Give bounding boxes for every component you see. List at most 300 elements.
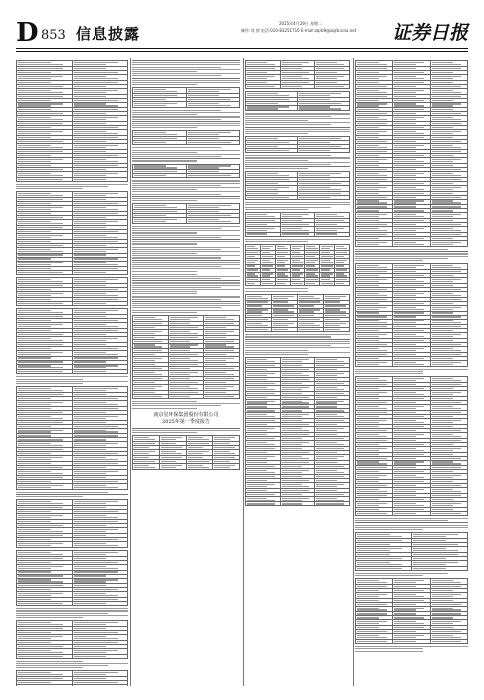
text-line <box>394 641 416 642</box>
newspaper-logo: 证券日报 <box>391 22 468 44</box>
table-row <box>356 361 468 367</box>
text-line <box>357 477 379 478</box>
text-line <box>394 580 424 581</box>
paragraph <box>245 239 350 242</box>
text-line <box>282 486 310 487</box>
text-line <box>18 632 51 633</box>
text-line <box>18 324 63 325</box>
text-line <box>18 517 51 518</box>
text-line <box>432 467 462 468</box>
text-line <box>134 142 166 143</box>
text-line <box>74 151 107 152</box>
text-line <box>394 635 424 636</box>
text-line <box>132 251 240 252</box>
text-line <box>245 334 350 335</box>
text-line <box>432 322 462 323</box>
text-line <box>432 193 454 194</box>
text-line <box>282 82 310 83</box>
table-cell <box>335 282 350 286</box>
text-line <box>357 544 390 545</box>
text-line <box>432 189 454 190</box>
text-line <box>205 333 226 334</box>
text-line <box>74 123 107 124</box>
text-line <box>357 293 379 294</box>
text-line <box>74 552 119 553</box>
text-line <box>292 262 303 263</box>
text-line <box>18 155 51 156</box>
text-line <box>18 334 63 335</box>
text-line <box>134 207 177 208</box>
text-line <box>214 461 229 462</box>
text-line <box>292 275 300 276</box>
text-line <box>74 207 107 208</box>
text-line <box>247 86 275 87</box>
table-cell <box>246 105 298 111</box>
text-line <box>247 315 262 316</box>
text-line <box>357 234 387 235</box>
text-line <box>188 99 231 100</box>
text-line <box>247 82 267 83</box>
text-line <box>132 185 221 186</box>
text-line <box>282 452 310 453</box>
text-line <box>357 582 387 583</box>
data-table <box>245 357 350 506</box>
text-line <box>282 359 310 360</box>
text-line <box>134 205 166 206</box>
text-line <box>316 500 344 501</box>
text-line <box>432 155 454 156</box>
text-line <box>18 638 51 639</box>
text-line <box>132 285 240 286</box>
text-line <box>273 305 294 306</box>
text-line <box>16 379 83 380</box>
text-line <box>262 246 273 247</box>
text-line <box>292 248 300 249</box>
text-line <box>316 230 336 231</box>
text-line <box>394 242 416 243</box>
table-cell <box>133 174 187 178</box>
table-cell <box>412 566 468 570</box>
text-line <box>357 627 379 628</box>
table-row <box>17 177 128 181</box>
text-line <box>74 642 119 643</box>
text-line <box>74 678 107 679</box>
text-line <box>432 281 454 282</box>
text-line <box>18 209 51 210</box>
company-name: 南京星环保集团股份有限公司 <box>153 411 219 418</box>
text-line <box>277 248 288 249</box>
table-cell <box>315 502 350 506</box>
text-line <box>205 396 233 397</box>
text-line <box>245 122 350 123</box>
text-line <box>74 310 119 311</box>
text-line <box>282 387 310 388</box>
text-line <box>247 444 275 445</box>
text-line <box>394 392 416 393</box>
text-line <box>355 373 423 374</box>
text-line <box>282 62 310 63</box>
text-line <box>18 367 63 368</box>
text-line <box>247 301 268 302</box>
text-line <box>394 436 416 437</box>
text-line <box>357 461 379 462</box>
text-line <box>170 327 198 328</box>
text-line <box>394 64 416 65</box>
text-line <box>432 109 454 110</box>
text-line <box>299 309 320 310</box>
text-line <box>18 545 51 546</box>
text-line <box>74 193 119 194</box>
text-line <box>321 252 329 253</box>
text-line <box>245 120 308 121</box>
text-line <box>432 609 462 610</box>
text-line <box>357 279 387 280</box>
text-line <box>316 438 344 439</box>
text-line <box>74 127 119 128</box>
table-cell <box>246 282 261 286</box>
text-line <box>74 525 107 526</box>
text-line <box>321 273 332 274</box>
text-line <box>394 505 424 506</box>
text-line <box>273 325 288 326</box>
table-cell <box>72 177 128 181</box>
text-line <box>282 228 302 229</box>
text-line <box>394 388 424 389</box>
text-line <box>282 216 302 217</box>
text-line <box>18 599 51 600</box>
text-line <box>299 103 341 104</box>
text-line <box>394 627 424 628</box>
text-line <box>277 252 288 253</box>
text-line <box>132 257 221 258</box>
text-line <box>132 156 221 157</box>
table-cell <box>305 282 320 286</box>
text-line <box>299 311 314 312</box>
text-line <box>18 348 51 349</box>
text-line <box>357 392 387 393</box>
text-line <box>336 265 344 266</box>
text-line <box>74 394 107 395</box>
text-line <box>247 179 289 180</box>
text-line <box>74 195 107 196</box>
column-3 <box>245 58 350 686</box>
text-line <box>357 596 379 597</box>
text-line <box>247 490 267 491</box>
text-line <box>394 183 424 184</box>
text-line <box>247 466 275 467</box>
text-line <box>355 258 448 259</box>
text-line <box>299 305 314 306</box>
text-line <box>432 187 462 188</box>
text-line <box>247 252 258 253</box>
text-line <box>432 475 462 476</box>
paragraph <box>132 274 240 295</box>
table-cell <box>133 463 160 469</box>
text-line <box>18 487 51 488</box>
text-line <box>18 100 51 101</box>
text-line <box>357 536 402 537</box>
text-line <box>188 451 209 452</box>
text-line <box>282 466 302 467</box>
text-line <box>18 264 51 265</box>
text-line <box>432 165 454 166</box>
text-line <box>245 168 308 169</box>
text-line <box>132 200 197 201</box>
text-line <box>394 320 424 321</box>
text-line <box>132 125 240 126</box>
text-line <box>74 682 119 683</box>
text-line <box>18 147 63 148</box>
text-line <box>74 453 119 454</box>
text-line <box>74 338 119 339</box>
paragraph <box>16 492 128 497</box>
text-line <box>282 498 310 499</box>
text-line <box>316 402 336 403</box>
text-line <box>170 323 191 324</box>
text-line <box>432 384 462 385</box>
text-line <box>132 296 240 297</box>
text-line <box>357 362 387 363</box>
text-line <box>18 568 51 569</box>
text-line <box>357 285 379 286</box>
text-line <box>132 305 240 306</box>
text-line <box>394 76 416 77</box>
text-line <box>132 282 240 283</box>
text-line <box>277 260 288 261</box>
text-line <box>394 334 416 335</box>
text-line <box>74 636 107 637</box>
text-line <box>134 319 162 320</box>
text-line <box>336 256 344 257</box>
text-line <box>134 386 162 387</box>
text-line <box>432 123 462 124</box>
text-line <box>74 435 119 436</box>
table-cell <box>17 370 73 374</box>
text-line <box>316 361 344 362</box>
text-line <box>394 193 424 194</box>
text-line <box>132 154 240 155</box>
text-line <box>432 509 454 510</box>
text-line <box>394 113 416 114</box>
text-line <box>74 388 119 389</box>
text-line <box>394 326 416 327</box>
text-line <box>18 430 63 431</box>
text-line <box>355 518 468 519</box>
text-line <box>132 69 240 70</box>
text-line <box>316 494 344 495</box>
text-line <box>18 86 63 87</box>
text-line <box>432 402 462 403</box>
text-line <box>299 298 320 299</box>
text-line <box>74 558 107 559</box>
text-line <box>432 406 454 407</box>
paragraph <box>355 249 468 261</box>
text-line <box>282 383 302 384</box>
text-line <box>394 179 416 180</box>
text-line <box>306 256 314 257</box>
text-line <box>325 298 340 299</box>
text-line <box>205 368 233 369</box>
table-row <box>246 502 350 506</box>
text-line <box>432 380 462 381</box>
table-cell <box>72 685 128 686</box>
text-line <box>18 531 63 532</box>
text-line <box>170 350 191 351</box>
text-line <box>74 113 107 114</box>
text-line <box>357 322 387 323</box>
text-line <box>74 501 119 502</box>
text-line <box>74 481 119 482</box>
text-line <box>247 470 267 471</box>
text-line <box>74 227 107 228</box>
text-line <box>336 273 344 274</box>
table-cell <box>186 141 240 145</box>
text-line <box>134 138 177 139</box>
text-line <box>18 467 63 468</box>
text-line <box>357 344 387 345</box>
text-line <box>394 105 424 106</box>
report-title: 2025年第一季度报告 <box>162 418 210 425</box>
text-line <box>74 96 107 97</box>
text-line <box>357 444 379 445</box>
text-line <box>432 275 454 276</box>
text-line <box>432 495 462 496</box>
text-line <box>277 262 285 263</box>
text-line <box>134 358 162 359</box>
text-line <box>74 155 119 156</box>
text-line <box>394 420 416 421</box>
text-line <box>357 169 387 170</box>
text-line <box>394 495 416 496</box>
text-line <box>282 480 310 481</box>
table-row <box>246 196 350 200</box>
text-line <box>394 303 424 304</box>
text-line <box>394 216 424 217</box>
paragraph <box>355 518 468 530</box>
text-line <box>357 505 379 506</box>
text-line <box>432 210 454 211</box>
text-line <box>306 275 317 276</box>
text-line <box>132 75 221 76</box>
data-table <box>16 620 128 659</box>
table-cell <box>159 463 186 469</box>
text-line <box>357 64 387 65</box>
text-line <box>432 388 454 389</box>
text-line <box>18 326 51 327</box>
text-line <box>74 416 119 417</box>
text-line <box>170 388 198 389</box>
text-line <box>282 442 310 443</box>
text-line <box>134 374 162 375</box>
text-line <box>74 223 107 224</box>
text-line <box>18 354 51 355</box>
text-line <box>188 215 231 216</box>
text-line <box>432 289 462 290</box>
paragraph <box>16 661 128 669</box>
text-line <box>413 550 458 551</box>
text-line <box>394 440 416 441</box>
text-line <box>357 540 402 541</box>
text-line <box>432 354 462 355</box>
text-line <box>245 124 331 125</box>
text-line <box>394 123 416 124</box>
text-line <box>214 465 235 466</box>
text-line <box>205 392 226 393</box>
table-cell <box>186 174 240 178</box>
table-cell <box>17 541 73 547</box>
text-line <box>394 173 424 174</box>
table-cell <box>246 149 298 153</box>
text-line <box>74 72 119 73</box>
text-line <box>247 311 262 312</box>
text-line <box>292 265 303 266</box>
text-line <box>18 221 51 222</box>
text-line <box>432 230 462 231</box>
text-line <box>18 535 63 536</box>
text-line <box>74 199 107 200</box>
text-line <box>170 396 191 397</box>
text-line <box>262 252 270 253</box>
text-line <box>134 317 155 318</box>
text-line <box>134 457 149 458</box>
text-line <box>357 481 379 482</box>
text-line <box>132 232 197 233</box>
text-line <box>316 383 344 384</box>
text-line <box>357 183 379 184</box>
text-line <box>132 299 221 300</box>
text-line <box>432 430 462 431</box>
text-line <box>282 361 302 362</box>
text-line <box>245 241 308 242</box>
text-line <box>394 92 416 93</box>
text-line <box>357 117 379 118</box>
text-line <box>357 499 379 500</box>
text-line <box>161 443 176 444</box>
table-cell <box>186 218 240 224</box>
text-line <box>357 90 379 91</box>
text-line <box>18 554 63 555</box>
text-line <box>18 213 51 214</box>
text-line <box>247 265 255 266</box>
text-line <box>214 457 235 458</box>
table-cell <box>72 484 128 490</box>
text-line <box>432 137 454 138</box>
text-line <box>188 205 231 206</box>
text-line <box>357 68 387 69</box>
text-line <box>299 146 341 147</box>
text-line <box>245 118 350 119</box>
text-line <box>18 105 51 106</box>
text-line <box>299 93 341 94</box>
text-line <box>74 262 107 263</box>
text-line <box>394 621 416 622</box>
text-line <box>282 68 302 69</box>
text-line <box>432 133 454 134</box>
text-line <box>357 267 387 268</box>
text-line <box>18 119 63 120</box>
paragraph <box>132 401 240 409</box>
table-cell <box>393 361 430 367</box>
text-line <box>355 251 468 252</box>
text-line <box>282 369 310 370</box>
text-line <box>132 264 240 265</box>
text-line <box>316 490 336 491</box>
text-line <box>74 217 107 218</box>
text-line <box>205 317 226 318</box>
text-line <box>170 386 191 387</box>
text-line <box>321 246 332 247</box>
text-line <box>74 147 107 148</box>
